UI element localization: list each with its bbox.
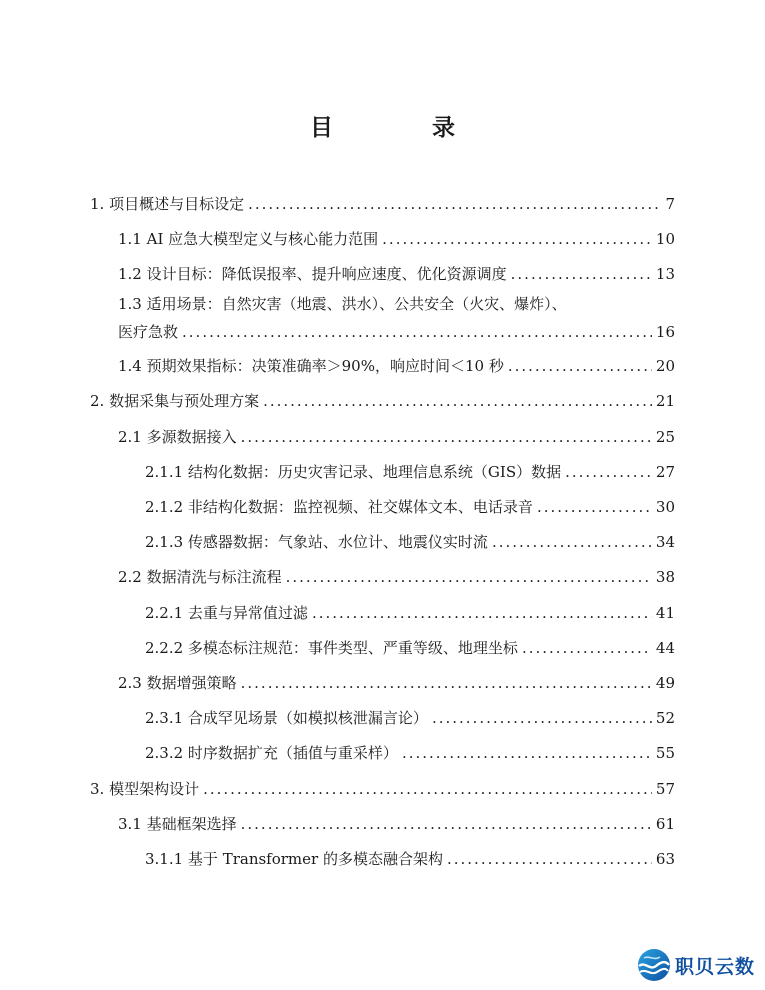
toc-entry[interactable] [118,673,675,693]
toc-entry-title: 1.2 设计目标：降低误报率、提升响应速度、优化资源调度 [118,265,507,283]
toc-entry[interactable] [90,391,675,411]
toc-entry-title: 1.3 适用场景：自然灾害（地震、洪水）、公共安全（火灾、爆炸）、 [118,295,567,313]
toc-entry[interactable] [145,849,675,869]
toc-leader-dots [447,849,652,869]
toc-leader-dots [511,264,652,284]
toc-entry[interactable] [145,708,675,728]
toc-leader-dots [492,532,652,552]
toc-entry-page: 25 [655,428,675,446]
toc-entry-page: 52 [655,709,675,727]
toc-leader-dots [248,194,661,214]
toc-entry-title: 2.1 多源数据接入 [118,428,237,446]
toc-entry-page: 55 [655,744,675,762]
toc-entry-title: 2.3 数据增强策略 [118,674,237,692]
toc-entry-title: 2.2 数据清洗与标注流程 [118,568,282,586]
toc-entry-title: 2.1.3 传感器数据：气象站、水位计、地震仪实时流 [145,533,488,551]
toc-entry-title: 2.3.2 时序数据扩充（插值与重采样） [145,744,398,762]
toc-entry-page: 21 [655,392,675,410]
toc-entry-title: 2.1.1 结构化数据：历史灾害记录、地理信息系统（GIS）数据 [145,463,562,481]
toc-entry-title: 2.2.2 多模态标注规范：事件类型、严重等级、地理坐标 [145,639,518,657]
toc-entry-page: 13 [655,265,675,283]
toc-entry-page: 38 [655,568,675,586]
toc-leader-dots [241,814,652,834]
toc-leader-dots [402,743,652,763]
toc-leader-dots [312,603,652,623]
toc-entry-page: 63 [655,850,675,868]
wave-globe-icon [636,947,672,983]
brand-logo [636,945,761,985]
toc-entry-page: 27 [655,463,675,481]
toc-leader-dots [522,638,652,658]
toc-entry[interactable] [145,497,675,517]
toc-leader-dots [203,779,652,799]
toc-entry-title: 2.1.2 非结构化数据：监控视频、社交媒体文本、电话录音 [145,498,533,516]
toc-entry-page: 7 [665,195,675,213]
toc-entry[interactable] [145,603,675,623]
toc-entry[interactable] [145,532,675,552]
toc-leader-dots [382,229,652,249]
toc-entry[interactable] [118,229,675,249]
toc-leader-dots [263,391,652,411]
toc-entry-title: 3. 模型架构设计 [90,780,200,798]
toc-leader-dots [432,708,652,728]
toc-entry[interactable] [118,814,675,834]
toc-entry[interactable] [90,194,675,214]
toc-leader-dots [565,462,652,482]
toc-entry-page: 30 [655,498,675,516]
toc-entry-page: 44 [655,639,675,657]
toc-entry-title: 1.1 AI 应急大模型定义与核心能力范围 [118,230,379,248]
toc-entry[interactable] [145,638,675,658]
toc-entry-title: 3.1.1 基于 Transformer 的多模态融合架构 [145,850,443,868]
toc-entry[interactable] [145,462,675,482]
toc-entry-title: 2.2.1 去重与异常值过滤 [145,604,308,622]
toc-entry-page: 61 [655,815,675,833]
toc-entry[interactable] [118,294,675,342]
toc-leader-dots [182,322,652,342]
page-title: 目 录 [310,115,493,141]
toc-entry-page: 16 [655,323,675,341]
toc-leader-dots [241,673,652,693]
toc-entry-page: 34 [655,533,675,551]
toc-entry-title: 3.1 基础框架选择 [118,815,237,833]
toc-leader-dots [537,497,652,517]
toc-entry-title: 1.4 预期效果指标：决策准确率＞90%，响应时间＜10 秒 [118,357,504,375]
toc-entry-page: 49 [655,674,675,692]
toc-entry-title: 2.3.1 合成罕见场景（如模拟核泄漏言论） [145,709,428,727]
toc-entry-page: 20 [655,357,675,375]
toc-entry-page: 10 [655,230,675,248]
toc-entry[interactable] [118,264,675,284]
toc-entry[interactable] [118,567,675,587]
toc-entry[interactable] [118,356,675,376]
toc-entry-title: 1. 项目概述与目标设定 [90,195,245,213]
toc-entry[interactable] [90,779,675,799]
toc-leader-dots [508,356,652,376]
brand-logo-text: 职贝云数 [675,955,756,978]
toc-entry-title: 2. 数据采集与预处理方案 [90,392,260,410]
toc-entry-page: 41 [655,604,675,622]
toc-entry-page: 57 [655,780,675,798]
toc-entry[interactable] [118,427,675,447]
toc-entry-title-continued: 医疗急救 [118,323,179,341]
toc-leader-dots [286,567,652,587]
toc-leader-dots [241,427,652,447]
toc-entry[interactable] [145,743,675,763]
